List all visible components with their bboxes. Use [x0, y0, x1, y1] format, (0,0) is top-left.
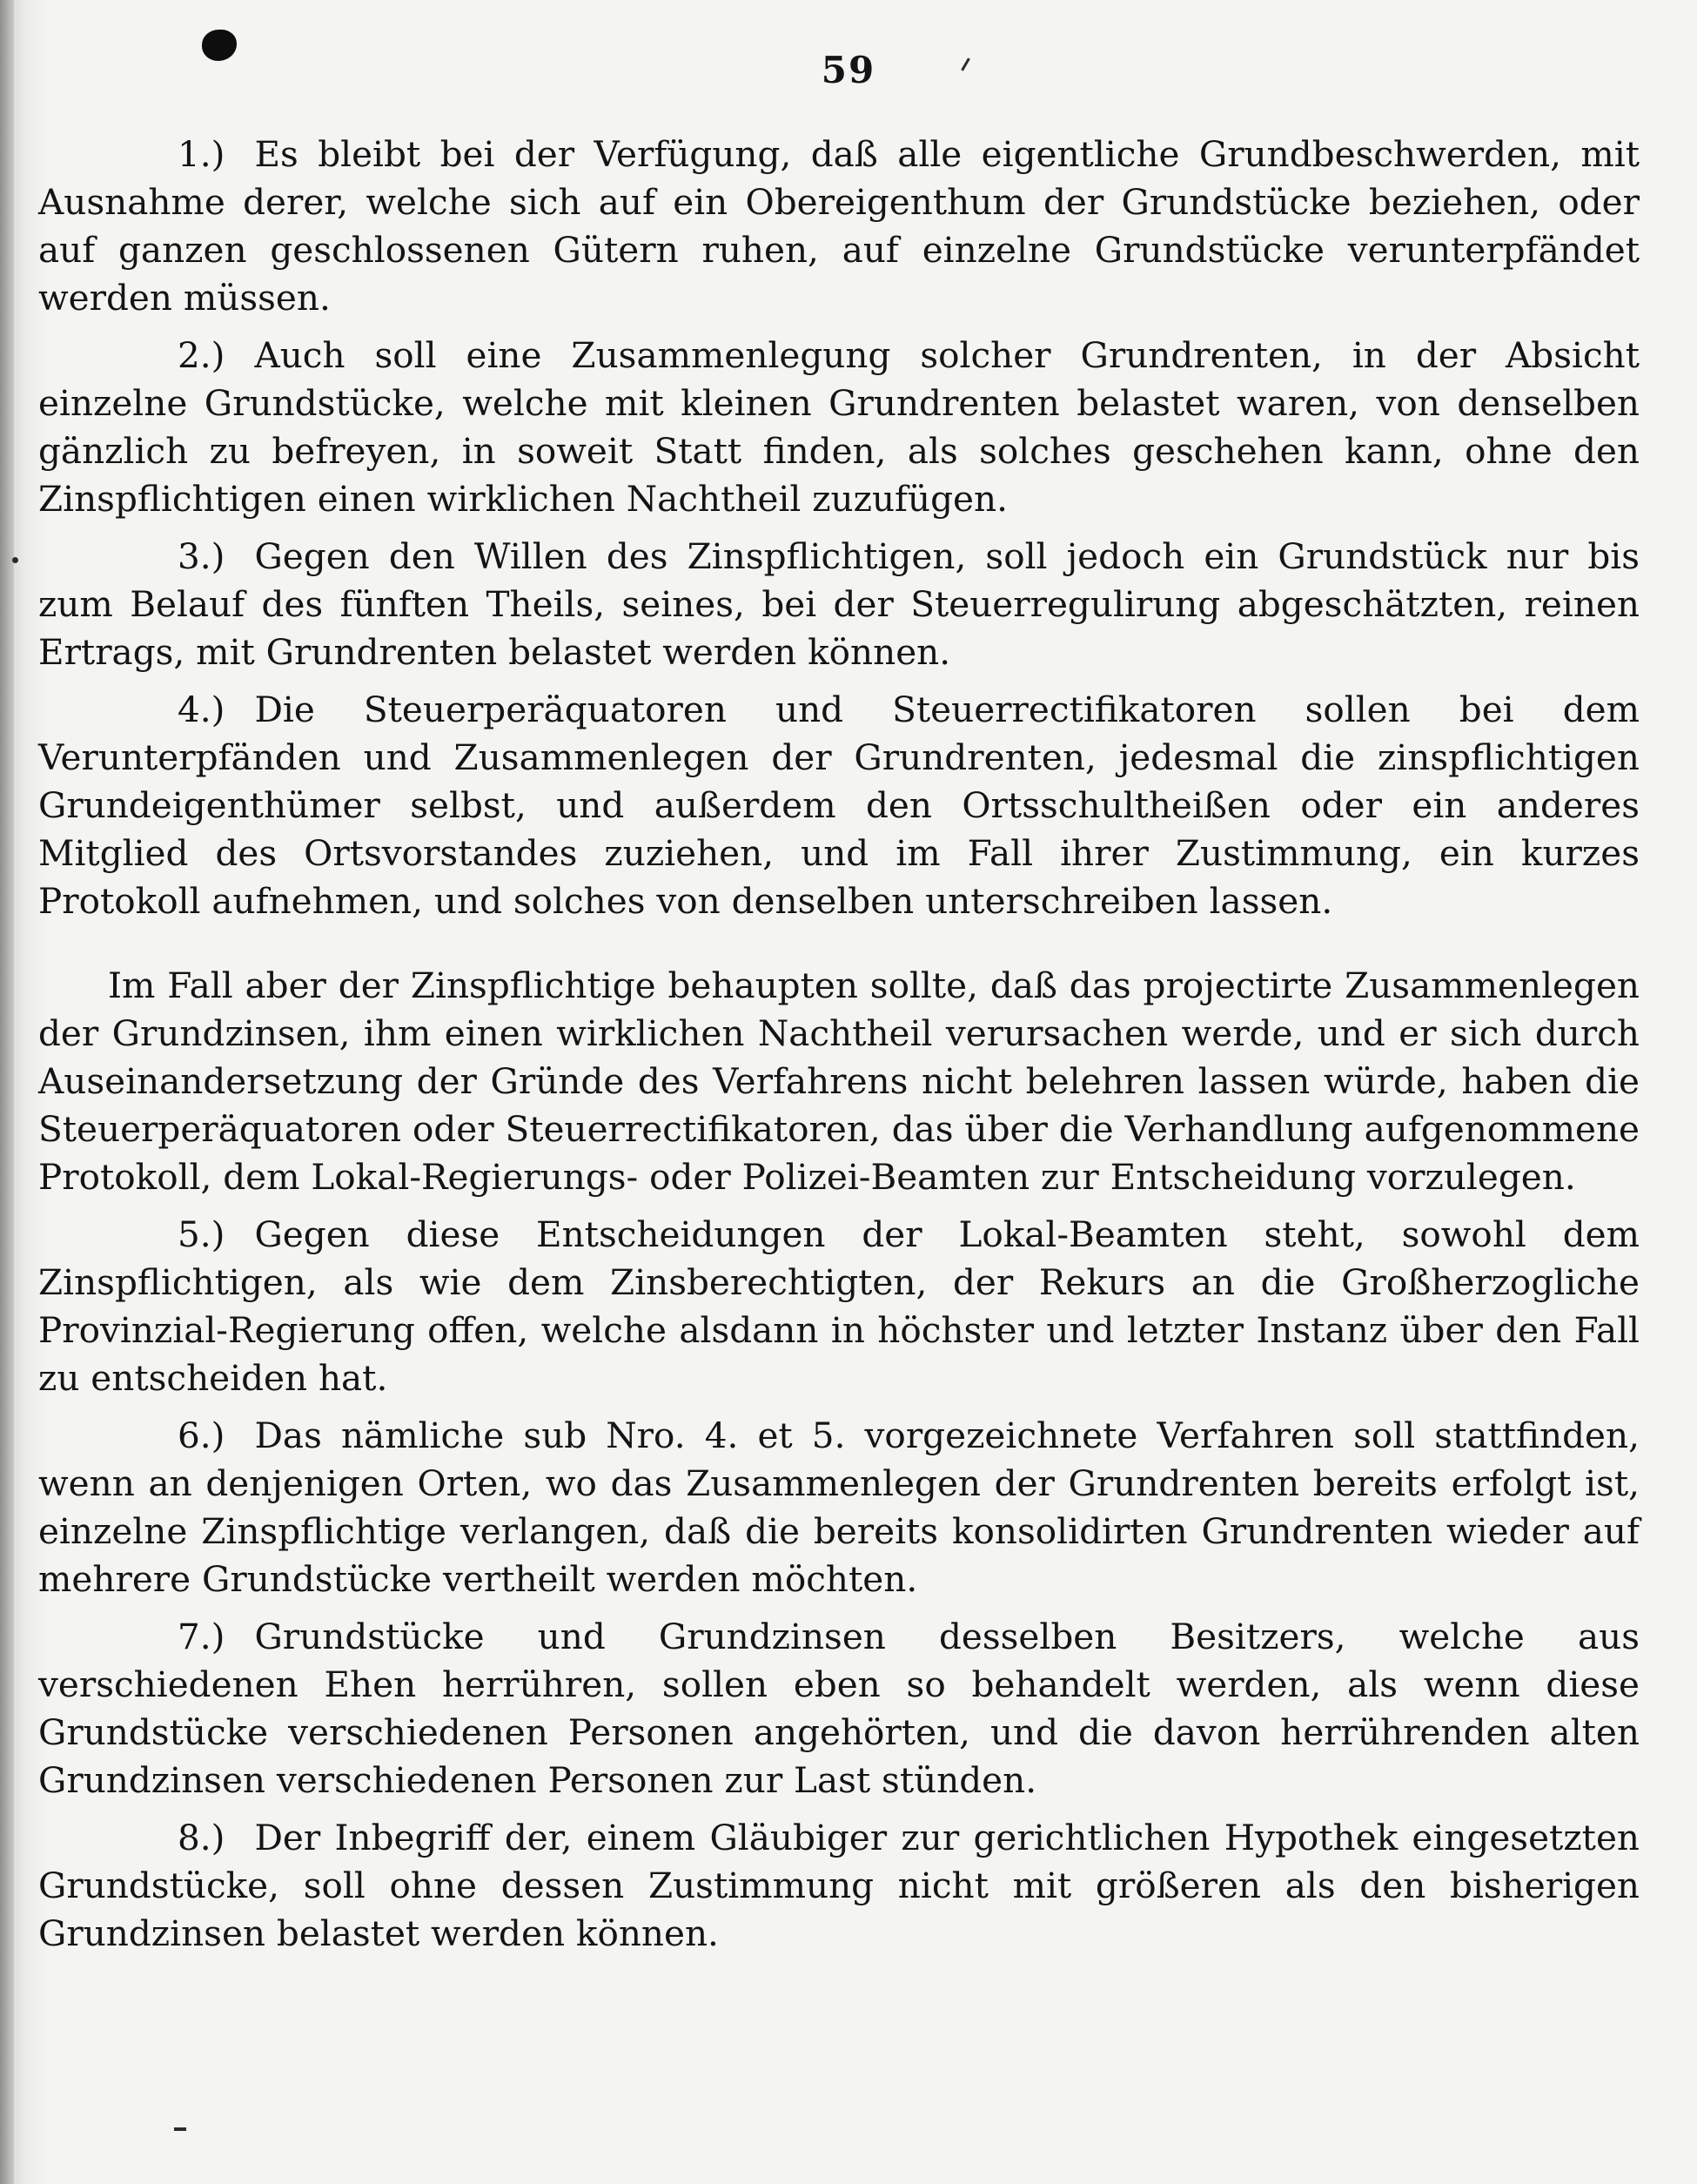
paragraph-number: 1.) [178, 133, 225, 175]
paragraph-1 [38, 131, 1640, 322]
paragraph-text: Es bleibt bei der Verfügung, daß alle eigentliche Grundbeschwerden, mit Ausnahme derer, welche sich auf ein Obereigenthum der Grundstücke beziehen, oder auf ganzen geschlossenen Gütern ruhen, auf einzelne Grundstücke verunterpfändet werden müssen. [38, 133, 1640, 319]
paragraph-number: 3.) [178, 535, 225, 577]
paragraph-6 [38, 1412, 1640, 1603]
paragraph-text: Der Inbegriff der, einem Gläubiger zur gerichtlichen Hypothek eingesetzten Grundstücke, soll ohne dessen Zustimmung nicht mit größeren als den bisherigen Grundzinsen belastet werden können. [38, 1817, 1640, 1954]
paragraph-number: 8.) [178, 1817, 225, 1858]
page-number: 59 [821, 49, 876, 91]
paragraph-number: 2.) [178, 334, 225, 376]
paragraph-7 [38, 1613, 1640, 1804]
paragraph-number: 4.) [178, 689, 225, 730]
body-text [38, 131, 1640, 1967]
paragraph-3 [38, 533, 1640, 676]
paragraph-number: 6.) [178, 1415, 225, 1456]
paragraph-text: Das nämliche sub Nro. 4. et 5. vorgezeichnete Verfahren soll stattfinden, wenn an denjenigen Orten, wo das Zusammenlegen der Grundrenten bereits erfolgt ist, einzelne Zinspflichtige verlangen, daß die bereits konsolidirten Grundrenten wieder auf mehrere Grundstücke vertheilt werden möchten. [38, 1415, 1640, 1600]
paragraph-text: Im Fall aber der Zinspflichtige behaupten sollte, daß das projectirte Zusammenlegen der Grundzinsen, ihm einen wirklichen Nachtheil verursachen werde, und er sich durch Auseinandersetzung der Gründe des Verfahrens nicht belehren lassen würde, haben die Steuerperäquatoren oder Steuerrectifikatoren, das über die Verhandlung aufgenommene Protokoll, dem Lokal-Regierungs- oder Polizei-Beamten zur Entscheidung vorzulegen. [38, 964, 1640, 1198]
paragraph-text: Die Steuerperäquatoren und Steuerrectifikatoren sollen bei dem Verunterpfänden und Zusammenlegen der Grundrenten, jedesmal die zinspflichtigen Grundeigenthümer selbst, und außerdem den Ortsschultheißen oder ein anderes Mitglied des Ortsvorstandes zuziehen, und im Fall ihrer Zustimmung, ein kurzes Protokoll aufnehmen, und solches von denselben unterschreiben lassen. [38, 689, 1640, 922]
paragraph-4 [38, 686, 1640, 925]
stray-mark [174, 2127, 186, 2131]
paragraph-text: Gegen diese Entscheidungen der Lokal-Beamten steht, sowohl dem Zinspflichtigen, als wie dem Zinsberechtigten, der Rekurs an die Großherzogliche Provinzial-Regierung offen, welche alsdann in höchster und letzter Instanz über den Fall zu entscheiden hat. [38, 1213, 1640, 1399]
paragraph-number: 7.) [178, 1616, 225, 1657]
paragraph-text: Auch soll eine Zusammenlegung solcher Grundrenten, in der Absicht einzelne Grundstücke, welche mit kleinen Grundrenten belastet waren, von denselben gänzlich zu befreyen, in soweit Statt finden, als solches geschehen kann, ohne den Zinspflichtigen einen wirklichen Nachtheil zuzufügen. [38, 334, 1640, 520]
paragraph-number: 5.) [178, 1213, 225, 1255]
paragraph-4-continuation [38, 962, 1640, 1201]
stray-mark [12, 557, 18, 563]
paragraph-8 [38, 1814, 1640, 1958]
paragraph-text: Gegen den Willen des Zinspflichtigen, soll jedoch ein Grundstück nur bis zum Belauf des fünften Theils, seines, bei der Steuerregulirung abgeschätzten, reinen Ertrags, mit Grundrenten belastet werden können. [38, 535, 1640, 673]
binding-shadow [0, 0, 14, 2184]
paragraph-5 [38, 1211, 1640, 1402]
paragraph-text: Grundstücke und Grundzinsen desselben Besitzers, welche aus verschiedenen Ehen herrühren, sollen eben so behandelt werden, als wenn diese Grundstücke verschiedenen Personen angehörten, und die davon herrührenden alten Grundzinsen verschiedenen Personen zur Last stünden. [38, 1616, 1640, 1801]
paragraph-2 [38, 332, 1640, 523]
